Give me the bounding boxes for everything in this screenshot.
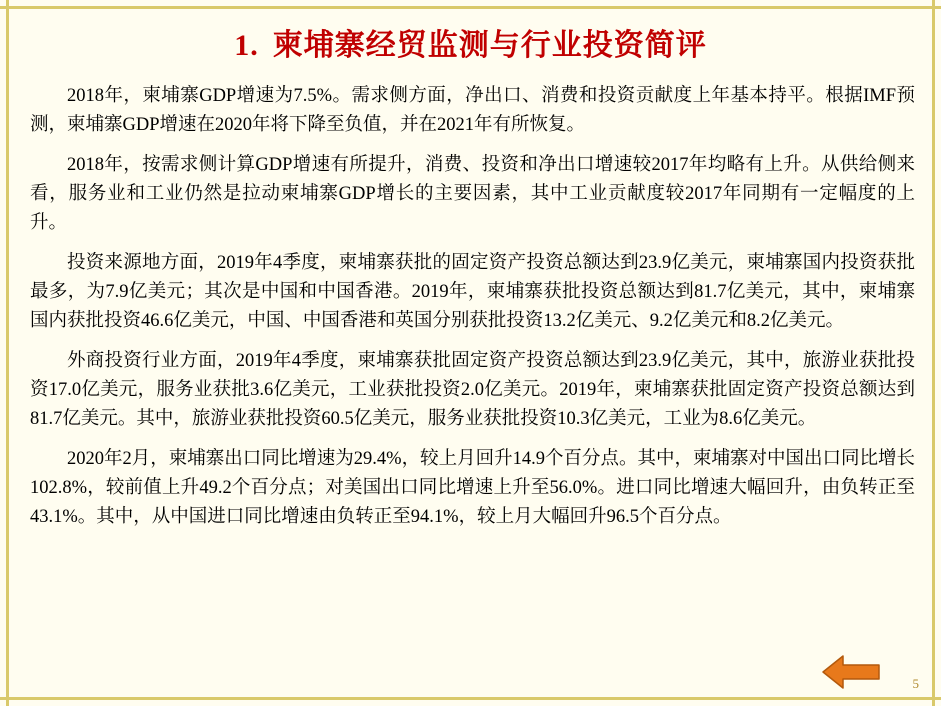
paragraph: 2018年，按需求侧计算GDP增速有所提升，消费、投资和净出口增速较2017年均略有上升。从供给侧来看，服务业和工业仍然是拉动柬埔寨GDP增长的主要因素，其中工业贡献度较2017年同期有一定幅度的上升。	[30, 155, 915, 233]
body-text	[30, 82, 915, 543]
paragraph: 2020年2月，柬埔寨出口同比增速为29.4%，较上月回升14.9个百分点。其中，柬埔寨对中国出口同比增长102.8%，较前值上升49.2个百分点；对美国出口同比增速上升至56.0%。进口同比增速大幅回升，由负转正至43.1%。其中，从中国进口同比增速由负转正至94.1%，较上月大幅回升96.5个百分点。	[30, 449, 915, 527]
border-top	[0, 6, 941, 9]
border-right	[932, 0, 935, 706]
back-arrow-icon[interactable]	[821, 652, 881, 692]
paragraph: 外商投资行业方面，2019年4季度，柬埔寨获批固定资产投资总额达到23.9亿美元，其中，旅游业获批投资17.0亿美元，服务业获批3.6亿美元，工业获批投资2.0亿美元。2019年，柬埔寨获批固定资产投资总额达到81.7亿美元。其中，旅游业获批投资60.5亿美元，服务业获批投资10.3亿美元，工业为8.6亿美元。	[30, 351, 915, 429]
page-number: 5	[912, 676, 919, 691]
paragraph: 2018年，柬埔寨GDP增速为7.5%。需求侧方面，净出口、消费和投资贡献度上年基本持平。根据IMF预测，柬埔寨GDP增速在2020年将下降至负值，并在2021年有所恢复。	[30, 86, 915, 135]
border-bottom	[0, 697, 941, 700]
border-left	[6, 0, 9, 706]
page-title-text: 柬埔寨经贸监测与行业投资简评	[272, 29, 707, 62]
page-title-number: 1.	[234, 29, 259, 62]
page-title	[0, 20, 941, 64]
paragraph: 投资来源地方面，2019年4季度，柬埔寨获批的固定资产投资总额达到23.9亿美元，柬埔寨国内投资获批最多，为7.9亿美元；其次是中国和中国香港。2019年，柬埔寨获批投资总额达到81.7亿美元，其中，柬埔寨国内获批投资46.6亿美元，中国、中国香港和英国分别获批投资13.2亿美元、9.2亿美元和8.2亿美元。	[30, 253, 915, 331]
